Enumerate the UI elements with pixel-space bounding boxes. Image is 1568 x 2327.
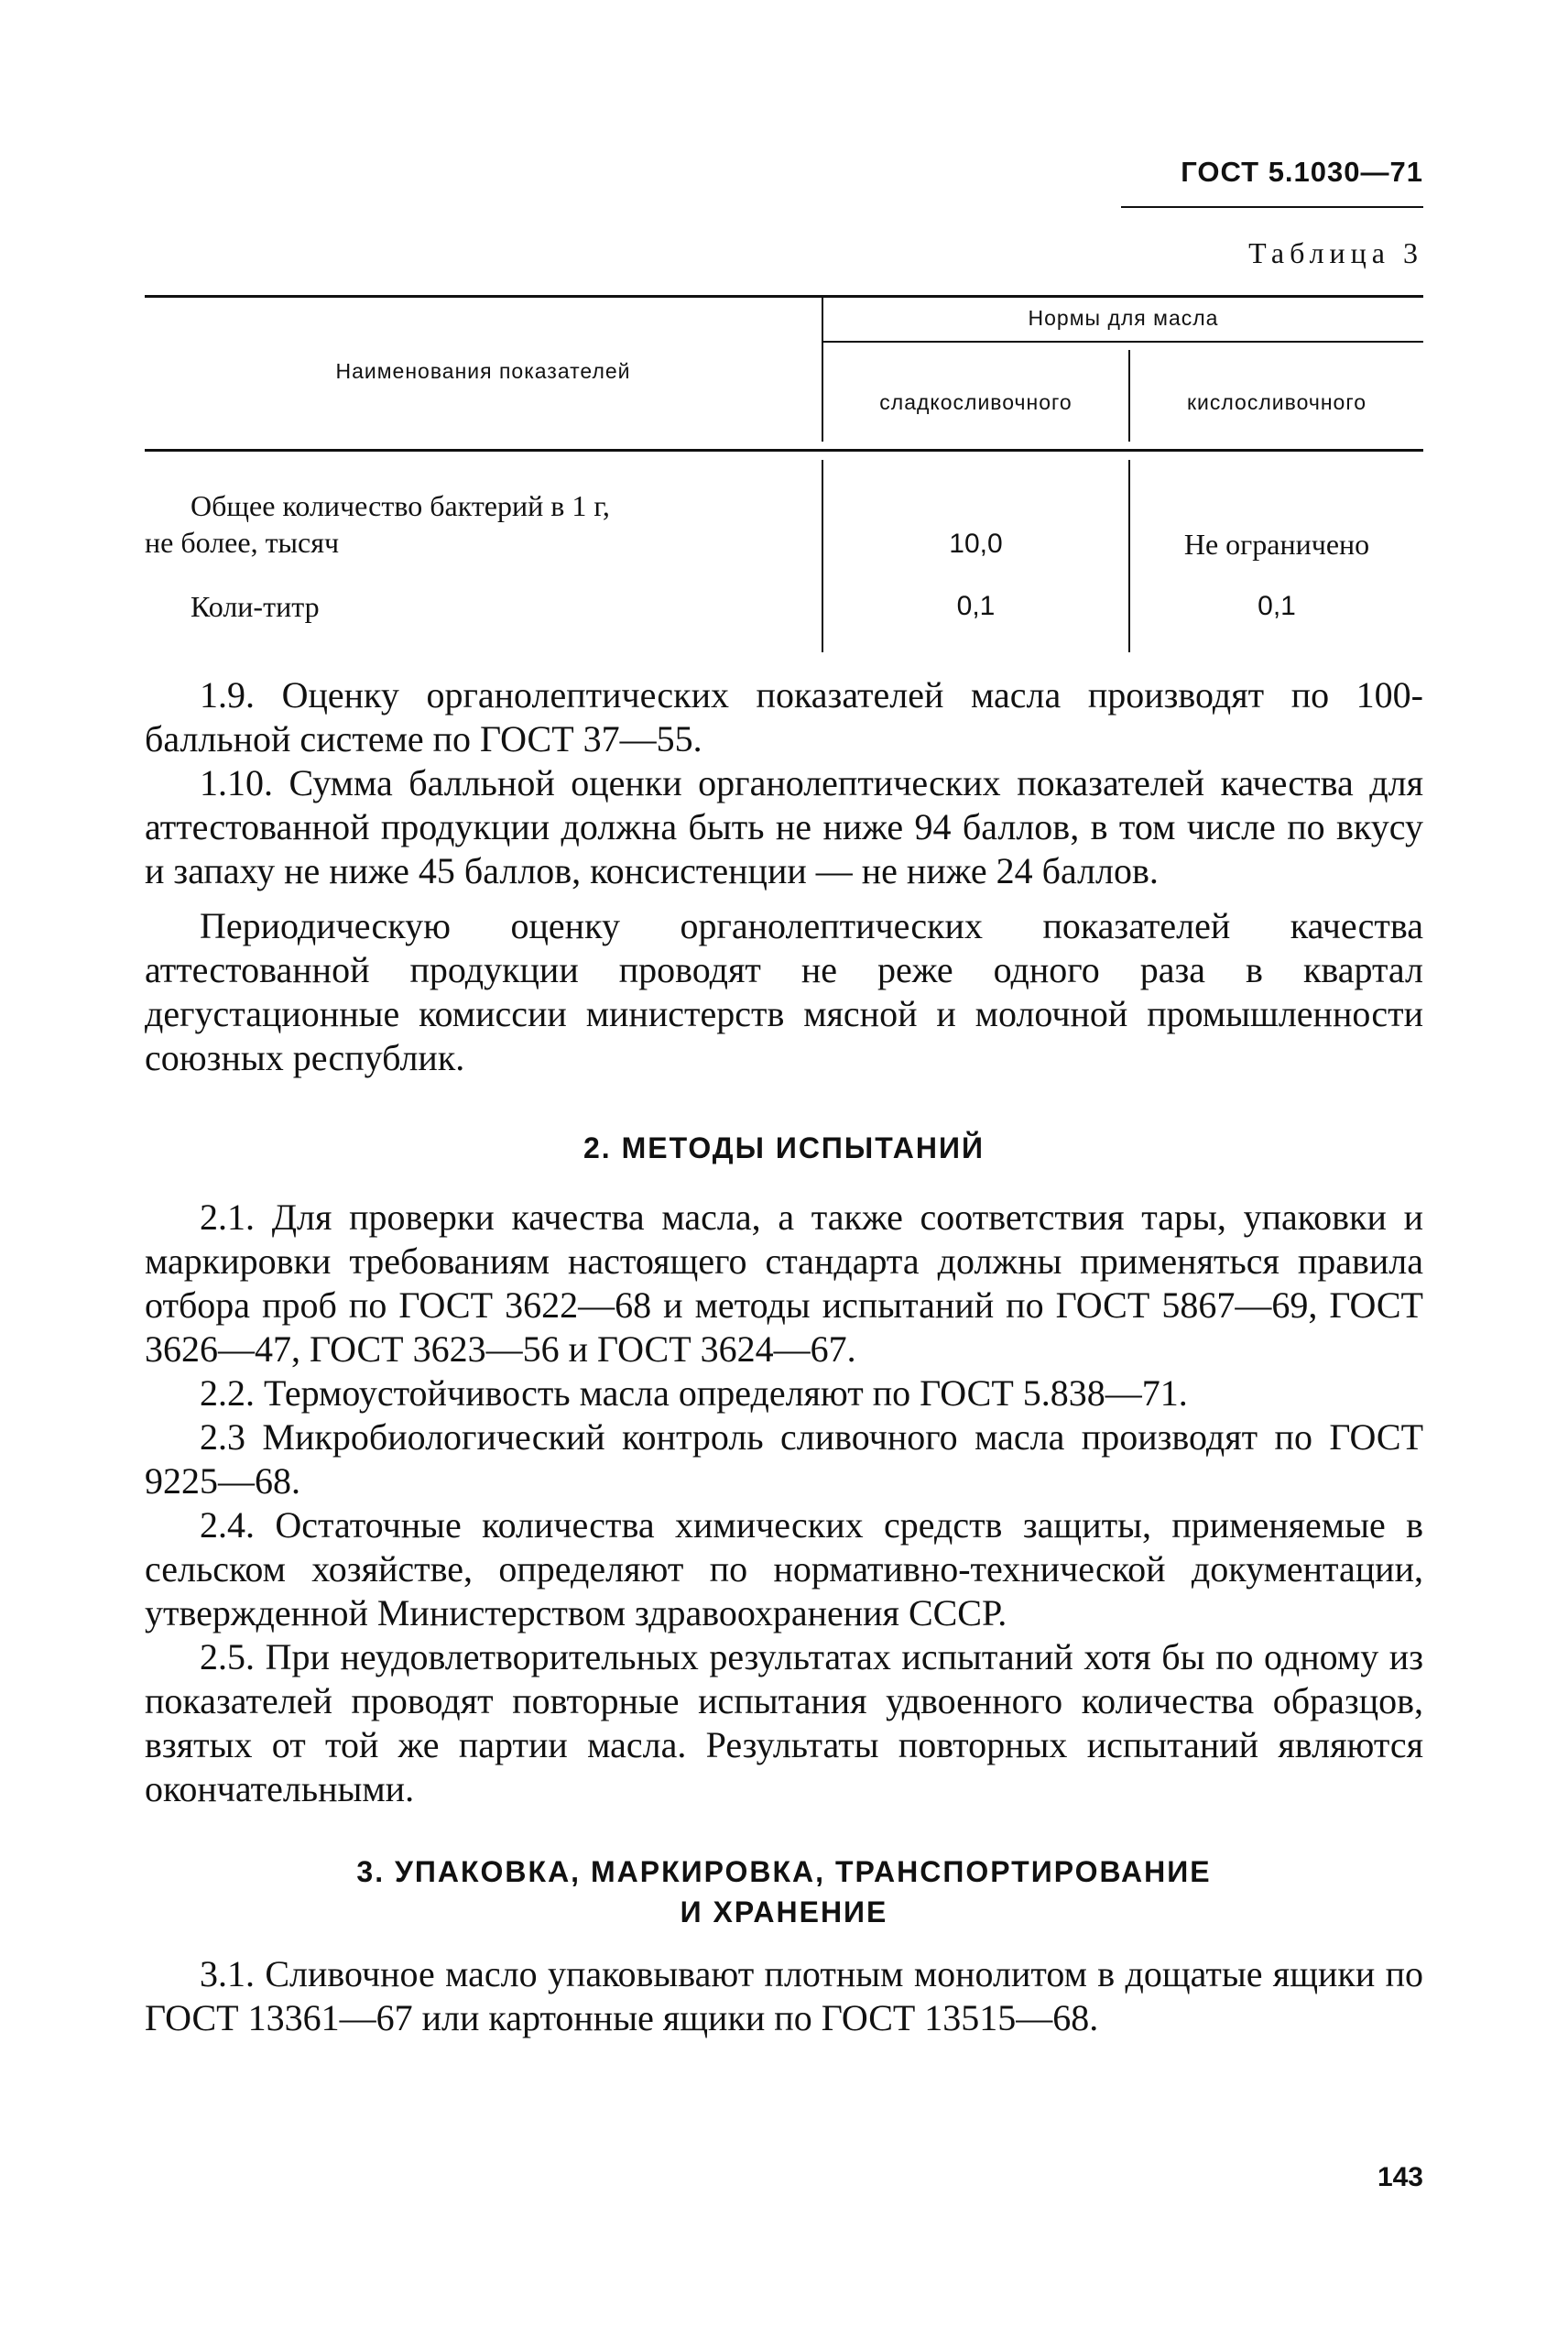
paragraph-1-10: 1.10. Сумма балльной оценки органолептических показателей качества для аттестованной продукции должна быть не ниже 94 баллов, в том числе по вкусу и запаху не ниже 45 баллов, консистенции — не ниже 24 баллов. xyxy=(145,762,1423,891)
group-header: Нормы для масла xyxy=(1028,306,1219,330)
row1-sweet-value: 10,0 xyxy=(949,529,1003,559)
section-2-title: 2. МЕТОДЫ ИСПЫТАНИЙ xyxy=(583,1131,985,1164)
col-name-header: Наименования показателей xyxy=(335,359,631,383)
page-number: 143 xyxy=(1377,2162,1423,2192)
header-rule xyxy=(1121,206,1423,208)
paragraph-3-1: 3.1. Сливочное масло упаковывают плотным монолитом в дощатые ящики по ГОСТ 13361—67 или картонные ящики по ГОСТ 13515—68. xyxy=(145,1953,1423,2038)
row1-name-line2: не более, тысяч xyxy=(145,526,340,559)
header-bottom-rule xyxy=(145,449,1423,452)
standard-code: ГОСТ 5.1030—71 xyxy=(1181,156,1423,188)
paragraph-2-1: 2.1. Для проверки качества масла, а также соответствия тары, упаковки и маркировки требованиям настоящего стандарта должны применяться правила отбора проб по ГОСТ 3622—68 и методы испытаний по ГОСТ 5867—69, ГОСТ 3626—47, ГОСТ 3623—56 и ГОСТ 3624—67. xyxy=(145,1196,1423,1370)
col-sweet-header: сладкосливочного xyxy=(879,390,1073,414)
table-caption: Таблица 3 xyxy=(1248,236,1423,269)
row1-sour-value: Не ограничено xyxy=(1183,528,1370,561)
section-3-title-line1: 3. УПАКОВКА, МАРКИРОВКА, ТРАНСПОРТИРОВАНИЕ xyxy=(356,1855,1212,1888)
norms-table xyxy=(145,295,1423,652)
section-3-title-line2: И ХРАНЕНИЕ xyxy=(680,1895,888,1928)
document-body xyxy=(145,673,1423,2040)
group-header-rule xyxy=(822,341,1423,343)
table-top-rule xyxy=(145,295,1423,298)
row2-name: Коли-титр xyxy=(191,590,320,623)
row2-sour-value: 0,1 xyxy=(1258,591,1296,621)
document-page xyxy=(145,0,1423,2327)
paragraph-2-3: 2.3 Микробиологический контроль сливочного масла производят по ГОСТ 9225—68. xyxy=(145,1416,1423,1502)
paragraph-2-2: 2.2. Термоустойчивость масла определяют по ГОСТ 5.838—71. xyxy=(200,1372,1188,1414)
col-sour-header: кислосливочного xyxy=(1186,390,1367,414)
paragraph-periodic: Периодическую оценку органолептических показателей качества аттестованной продукции проводят не реже одного раза в квартал дегустационные комиссии министерств мясной и молочной промышленности союзных республик. xyxy=(145,905,1423,1078)
paragraph-1-9: 1.9. Оценку органолептических показателей масла производят по 100-балльной системе по ГОСТ 37—55. xyxy=(145,674,1423,759)
row2-sweet-value: 0,1 xyxy=(956,591,996,621)
paragraph-2-5: 2.5. При неудовлетворительных результатах испытаний хотя бы по одному из показателей проводят повторные испытания удвоенного количества образцов, взятых от той же партии масла. Результаты повторных испытаний являются окончательными. xyxy=(145,1636,1423,1809)
row1-name-line1: Общее количество бактерий в 1 г, xyxy=(191,489,610,522)
paragraph-2-4: 2.4. Остаточные количества химических средств защиты, применяемые в сельском хозяйстве, определяют по нормативно-технической документации, утвержденной Министерством здравоохранения СССР. xyxy=(145,1504,1423,1633)
